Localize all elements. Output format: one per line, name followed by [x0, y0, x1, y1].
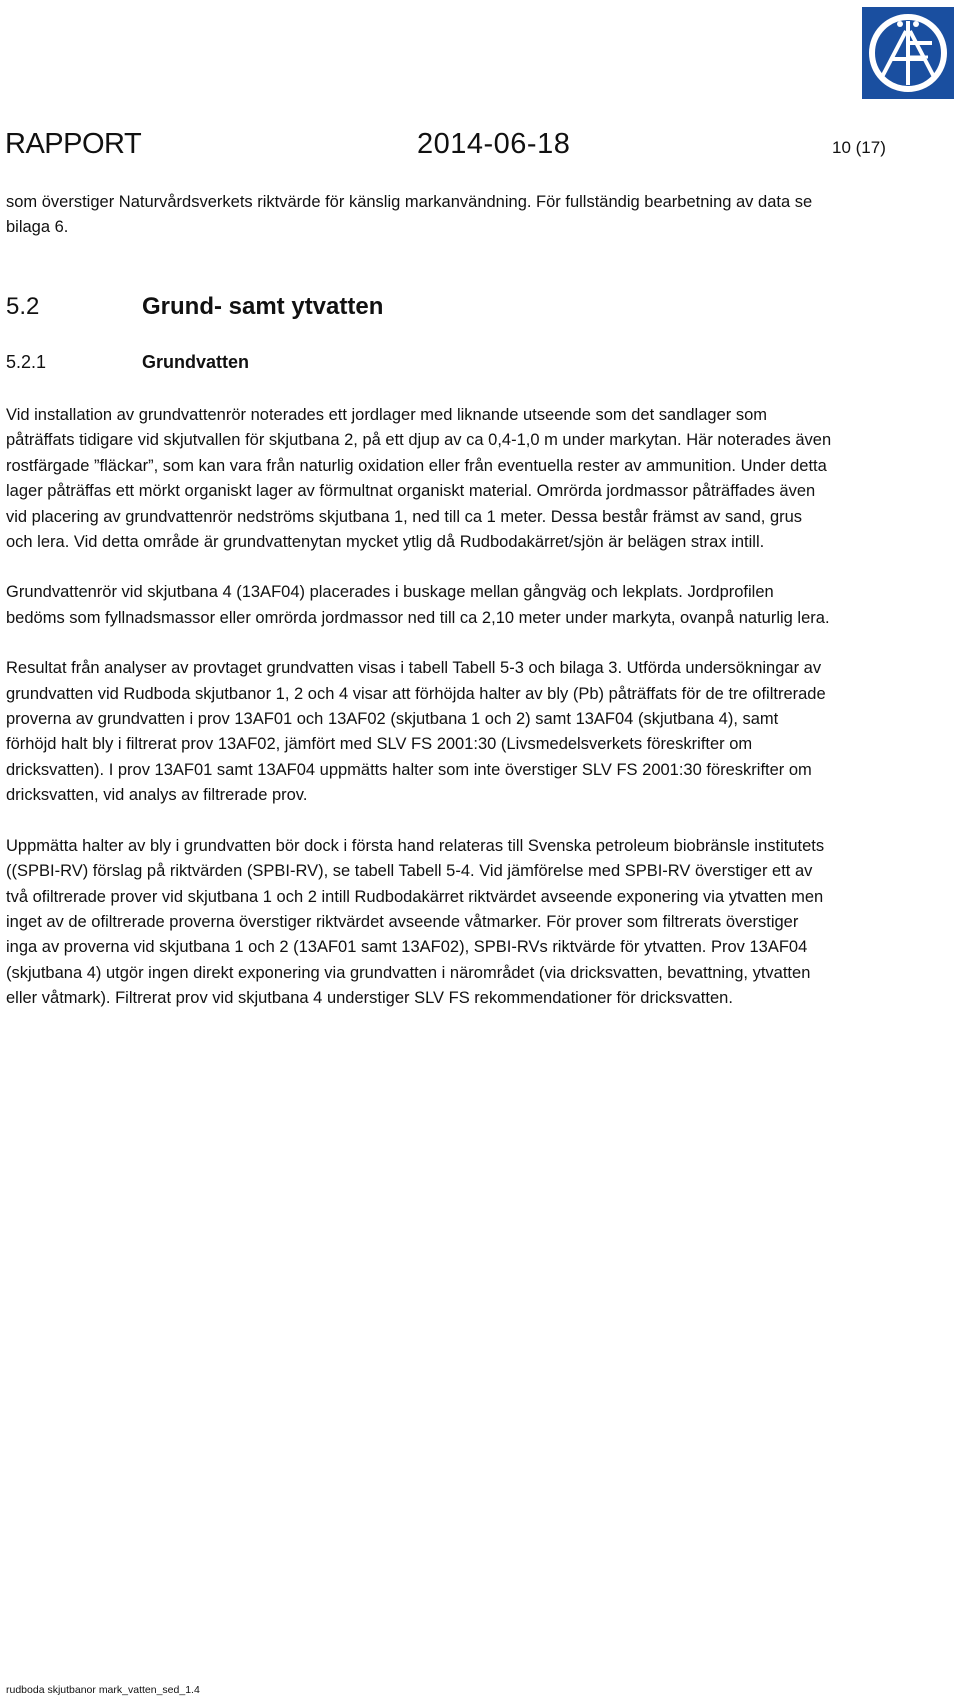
page-number: 10 (17): [832, 138, 886, 157]
page-footer: rudboda skjutbanor mark_vatten_sed_1.4: [6, 1684, 200, 1696]
intro-paragraph: som överstiger Naturvårdsverkets riktvärde för känslig markanvändning. För fullständig bearbetning av data se bilaga 6.: [6, 193, 813, 237]
subsection-number: 5.2.1: [6, 352, 47, 372]
section-title: Grund- samt ytvatten: [142, 293, 384, 320]
subsection-title: Grundvatten: [142, 352, 250, 372]
body-text: [6, 403, 832, 1037]
company-logo: [862, 7, 954, 99]
subsection-heading: [6, 352, 706, 380]
document-type: RAPPORT: [5, 128, 142, 160]
page-header: [5, 128, 905, 168]
intro-text: [6, 190, 836, 241]
section-heading: [6, 293, 706, 329]
section-number: 5.2: [6, 293, 40, 320]
paragraph: Resultat från analyser av provtaget grundvatten visas i tabell Tabell 5-3 och bilaga 3. Utförda undersökningar av grundvatten vid Rudboda skjutbanor 1, 2 och 4 visar att förhöjda halter av bly (Pb) påträffats för de tre ofiltrerade proverna av grundvatten i prov 13AF01 och 13AF02 (skjutbana 1 och 2) samt 13AF04 (skjutbana 4), samt förhöjd halt bly i filtrerat prov 13AF02, jämfört med SLV FS 2001:30 (Livsmedelsverkets föreskrifter om dricksvatten). I prov 13AF01 samt 13AF04 uppmätts halter som inte överstiger SLV FS 2001:30 föreskrifter om dricksvatten, vid analys av filtrerade prov.: [6, 659, 826, 805]
paragraph: Grundvattenrör vid skjutbana 4 (13AF04) placerades i buskage mellan gångväg och lekplats. Jordprofilen bedöms som fyllnadsmassor eller omrörda jordmassor ned till ca 2,10 meter under markyta, ovanpå naturlig lera.: [6, 583, 830, 627]
paragraph: Vid installation av grundvattenrör noterades ett jordlager med liknande utseende som det sandlager som påträffats tidigare vid skjutvallen för skjutbana 2, på ett djup av ca 0,4-1,0 m under markytan. Här noterades även rostfärgade ”fläckar”, som kan vara från naturlig oxidation eller från eventuella rester av ammunition. Under detta lager påträffas ett mörkt organiskt lager av förmultnat organiskt material. Omrörda jordmassor påträffades även vid placering av grundvattenrör nedströms skjutbana 1, ned till ca 1 meter. Dessa består främst av sand, grus och lera. Vid detta område är grundvattenytan mycket ytlig då Rudbodakärret/sjön är belägen strax intill.: [6, 406, 832, 552]
paragraph: Uppmätta halter av bly i grundvatten bör dock i första hand relateras till Svenska petroleum biobränsle institutets ((SPBI-RV) förslag på riktvärden (SPBI-RV), se tabell Tabell 5-4. Vid jämförelse med SPBI-RV överstiger ett av två ofiltrerade prover vid skjutbana 1 och 2 intill Rudbodakärret riktvärdet avseende exponering via ytvatten men inget av de ofiltrerade proverna överstiger riktvärdet avseende våtmarker. För prover som filtrerats överstiger inga av proverna vid skjutbana 1 och 2 (13AF01 samt 13AF02), SPBI-RVs riktvärde för ytvatten. Prov 13AF04 (skjutbana 4) utgör ingen direkt exponering via grundvatten i närområdet (via dricksvatten, bevattning, ytvatten eller våtmark). Filtrerat prov vid skjutbana 4 understiger SLV FS rekommendationer för dricksvatten.: [6, 836, 825, 1008]
document-date: 2014-06-18: [417, 128, 571, 160]
